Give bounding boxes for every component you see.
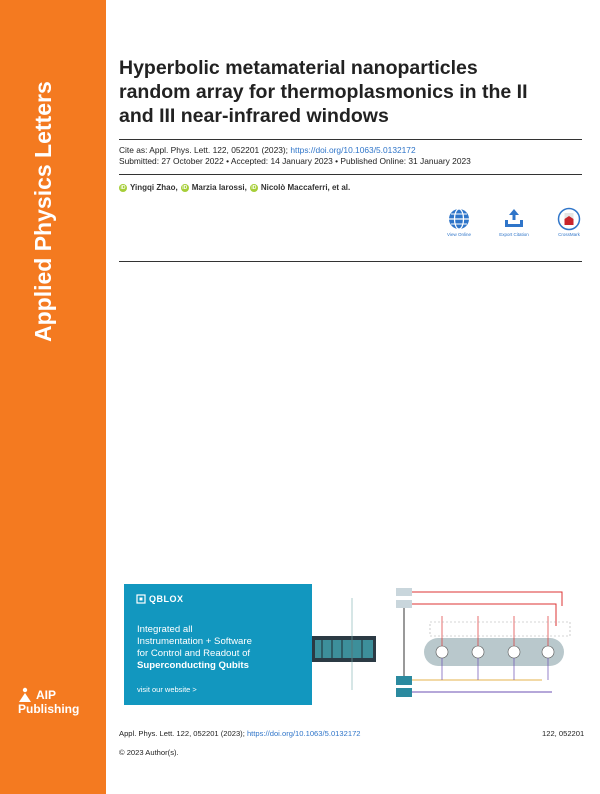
footer-doi-link[interactable]: https://doi.org/10.1063/5.0132172 bbox=[246, 729, 361, 738]
ad-brand bbox=[136, 594, 184, 604]
aip-publishing-logo[interactable] bbox=[18, 687, 79, 715]
publication-dates: Submitted: 27 October 2022 • Accepted: 14 January 2023 • Published Online: 31 January 2023 bbox=[119, 156, 471, 166]
orcid-icon[interactable]: iD bbox=[251, 184, 257, 191]
footer-page-ref: 122, 052201 bbox=[542, 729, 585, 738]
journal-name-container bbox=[30, 42, 70, 342]
visit-website-link[interactable]: visit our website > bbox=[137, 685, 197, 694]
author-name[interactable]: Yingqi Zhao, bbox=[130, 183, 178, 192]
author-name[interactable]: Marzia Iarossi, bbox=[191, 183, 247, 192]
export-citation-label: Export Citation bbox=[499, 232, 529, 237]
export-icon bbox=[502, 207, 526, 231]
copyright: © 2023 Author(s). bbox=[119, 748, 179, 757]
citation-block bbox=[119, 145, 471, 167]
author-name[interactable]: Nicolò Maccaferri, et al. bbox=[260, 183, 351, 192]
divider bbox=[119, 139, 582, 140]
view-online-button[interactable] bbox=[439, 207, 479, 237]
article-title bbox=[119, 56, 579, 128]
orcid-icon[interactable]: iD bbox=[182, 184, 188, 191]
ad-brand-name: QBLOX bbox=[149, 594, 184, 604]
title-line: Hyperbolic metamaterial nanoparticles bbox=[119, 57, 478, 79]
qubit-control-diagram bbox=[312, 586, 578, 702]
footer-citation bbox=[119, 729, 361, 738]
ad-headline: Superconducting Qubits bbox=[137, 660, 249, 671]
globe-icon bbox=[447, 207, 471, 231]
view-online-label: View Online bbox=[447, 232, 471, 237]
advertisement-banner[interactable] bbox=[124, 584, 312, 705]
divider bbox=[119, 261, 582, 262]
cite-text: Cite as: Appl. Phys. Lett. 122, 052201 (2023); bbox=[119, 145, 289, 155]
ad-text: Integrated all bbox=[137, 624, 193, 635]
publisher-line1: AIP bbox=[36, 688, 57, 702]
ad-text: Instrumentation + Software bbox=[137, 636, 252, 647]
title-line: and III near-infrared windows bbox=[119, 105, 389, 127]
divider bbox=[119, 174, 582, 175]
ad-text: for Control and Readout of bbox=[137, 648, 251, 659]
footer-cite-text: Appl. Phys. Lett. 122, 052201 (2023); bbox=[119, 729, 245, 738]
export-citation-button[interactable] bbox=[494, 207, 534, 237]
title-line: random array for thermoplasmonics in the II bbox=[119, 81, 528, 103]
doi-link[interactable]: https://doi.org/10.1063/5.0132172 bbox=[290, 145, 416, 155]
publisher-line2: Publishing bbox=[18, 702, 80, 716]
cite-line bbox=[119, 145, 471, 156]
crossmark-label: CrossMark bbox=[558, 232, 580, 237]
aip-logo-icon bbox=[18, 687, 32, 703]
journal-name: Applied Physics Letters bbox=[30, 81, 56, 342]
orcid-icon[interactable]: iD bbox=[120, 184, 126, 191]
crossmark-button[interactable] bbox=[549, 207, 589, 237]
author-list bbox=[119, 183, 350, 192]
crossmark-icon bbox=[557, 207, 581, 231]
journal-sidebar bbox=[0, 0, 106, 794]
qblox-logo-icon bbox=[136, 594, 146, 604]
